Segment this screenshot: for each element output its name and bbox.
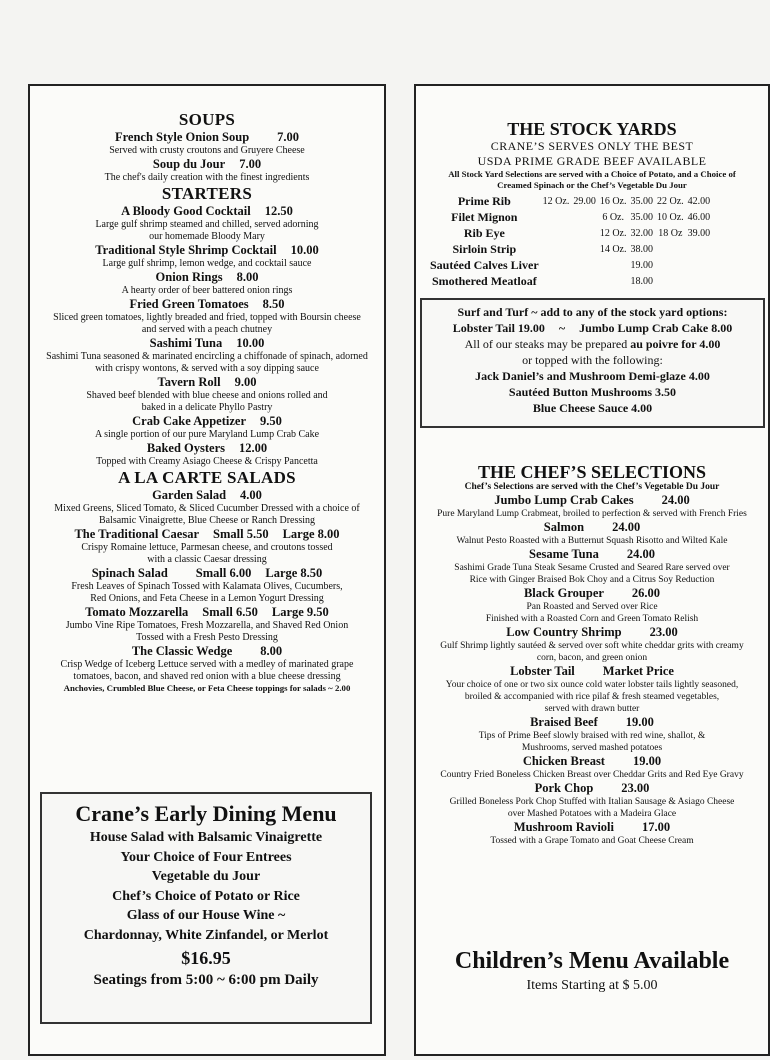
cut-cell	[543, 209, 574, 225]
stock-yards-tagline: USDA PRIME GRADE BEEF AVAILABLE	[477, 154, 707, 168]
menu-item-desc: Shaved beef blended with blue cheese and onions rolled and	[86, 390, 328, 401]
chef-item: Salmon 24.00	[543, 520, 641, 534]
early-dining-price: $16.95	[181, 948, 231, 968]
cut-name: Prime Rib	[457, 193, 511, 208]
menu-item: The Traditional Caesar Small 5.50 Large 8.00	[74, 527, 340, 541]
cut-cell	[573, 273, 600, 289]
cut-cell: 16 Oz.	[599, 195, 627, 207]
menu-item-desc: Topped with Creamy Asiago Cheese & Crispy Pancetta	[96, 456, 318, 467]
early-dining-line: Chardonnay, White Zinfandel, or Merlot	[83, 927, 329, 943]
chef-item: Sesame Tuna 24.00	[529, 547, 655, 561]
menu-item: Spinach Salad Small 6.00 Large 8.50	[91, 566, 323, 580]
cut-cell	[573, 209, 600, 225]
stock-yards-note: All Stock Yard Selections are served with a Choice of Potato, and a Choice of	[448, 169, 736, 179]
cut-cell: 42.00	[687, 195, 711, 207]
childrens-menu	[416, 946, 768, 996]
chef-item: Low Country Shrimp 23.00	[506, 625, 678, 639]
chef-item-desc: Grilled Boneless Pork Chop Stuffed with Italian Sausage & Asiago Cheese	[449, 797, 735, 807]
chefs-selections-section	[416, 462, 768, 847]
early-dining-line: Glass of our House Wine ~	[126, 908, 286, 923]
surf-intro: Surf and Turf ~ add to any of the stock yard options:	[457, 305, 728, 319]
menu-item-desc: with crispy wontons, & served with a soy dipping sauce	[95, 363, 319, 374]
surf-addons: Lobster Tail 19.00 ~ Jumbo Lump Crab Cake 8.00	[452, 321, 733, 335]
cut-cell	[657, 273, 688, 289]
menu-item-desc: The chef's daily creation with the finest ingredients	[104, 172, 310, 183]
childrens-menu-sub: Items Starting at $ 5.00	[526, 978, 658, 993]
chef-item-desc: corn, bacon, and green onion	[536, 653, 648, 663]
cut-cell	[543, 241, 574, 257]
early-dining-title: Crane’s Early Dining Menu	[75, 801, 337, 826]
menu-item-desc: Sashimi Tuna seasoned & marinated encircling a chiffonade of spinach, adorned	[46, 351, 368, 362]
chef-item-desc: Mushrooms, served mashed potatoes	[521, 743, 663, 753]
cut-cell: 38.00	[630, 243, 653, 255]
menu-item-desc: Balsamic Vinaigrette, Blue Cheese or Ranch Dressing	[98, 515, 316, 526]
menu-item: A Bloody Good Cocktail 12.50	[121, 204, 293, 218]
cut-cell	[573, 225, 600, 241]
cut-cell: 35.00	[630, 195, 653, 207]
au-poivre-line: All of our steaks may be prepared au poivre for 4.00	[464, 337, 721, 351]
chef-item: Lobster Tail Market Price	[510, 664, 674, 678]
cut-name: Smothered Meatloaf	[431, 273, 537, 288]
chef-item: Mushroom Ravioli 17.00	[513, 820, 671, 834]
menu-item: Onion Rings 8.00	[155, 270, 259, 284]
cut-cell: 12 Oz.	[542, 195, 570, 207]
menu-item: Tavern Roll 9.00	[157, 375, 257, 389]
stock-yards-note: Creamed Spinach or the Chef’s Vegetable Du Jour	[497, 180, 687, 190]
topping-item: Blue Cheese Sauce 4.00	[532, 401, 653, 415]
chef-item-desc: Walnut Pesto Roasted with a Butternut Squash Risotto and Wilted Kale	[456, 536, 728, 546]
cut-cell: 32.00	[630, 227, 653, 239]
menu-item-desc: Large gulf shrimp, lemon wedge, and cocktail sauce	[102, 258, 312, 269]
stock-yards-section	[416, 119, 768, 289]
left-menu-panel	[28, 84, 386, 1056]
cut-cell: 10 Oz.	[657, 211, 684, 223]
menu-item-desc: Tossed with a Fresh Pesto Dressing	[136, 632, 278, 643]
menu-item: The Classic Wedge 8.00	[131, 644, 283, 658]
cut-cell	[573, 257, 600, 273]
cut-cell: 6 Oz.	[602, 211, 624, 223]
chefs-selections-note: Chef’s Selections are served with the Chef’s Vegetable Du Jour	[464, 482, 720, 492]
chef-item-desc: Sashimi Grade Tuna Steak Sesame Crusted and Seared Rare served over	[454, 563, 730, 573]
cut-cell	[573, 241, 600, 257]
menu-item: Crab Cake Appetizer 9.50	[132, 414, 282, 428]
cut-cell	[657, 241, 688, 257]
chefs-selections-title: THE CHEF’S SELECTIONS	[477, 462, 707, 482]
cut-cell	[543, 225, 574, 241]
cut-cell: 35.00	[630, 211, 653, 223]
menu-item-desc: Sliced green tomatoes, lightly breaded and fried, topped with Boursin cheese	[53, 312, 361, 323]
menu-item-desc: Mixed Greens, Sliced Tomato, & Sliced Cucumber Dressed with a choice of	[54, 503, 360, 514]
cut-cell	[543, 257, 574, 273]
menu-item-desc: Fresh Leaves of Spinach Tossed with Kalamata Olives, Cucumbers,	[71, 581, 343, 592]
menu-item: Fried Green Tomatoes 8.50	[129, 297, 285, 311]
menu-item: Traditional Style Shrimp Cocktail 10.00	[95, 243, 319, 257]
right-menu-panel	[414, 84, 770, 1056]
chef-item-desc: Country Fried Boneless Chicken Breast over Cheddar Grits and Red Eye Gravy	[440, 770, 744, 780]
cut-cell: 29.00	[573, 195, 596, 207]
menu-item: Soup du Jour 7.00	[152, 157, 262, 171]
stock-yard-row	[430, 273, 714, 289]
early-dining-seatings: Seatings from 5:00 ~ 6:00 pm Daily	[93, 972, 319, 988]
menu-item-desc: and served with a peach chutney	[141, 324, 273, 335]
cut-cell: 22 Oz.	[657, 195, 684, 207]
cut-cell	[657, 257, 688, 273]
cut-cell: 12 Oz.	[599, 227, 627, 239]
menu-item-desc: Large gulf shrimp steamed and chilled, served adorning	[95, 219, 319, 230]
menu-item-desc: baked in a delicate Phyllo Pastry	[141, 402, 273, 413]
cut-cell	[600, 273, 631, 289]
chef-item-desc: over Mashed Potatoes with a Madeira Glace	[507, 809, 677, 819]
chef-item: Pork Chop 23.00	[534, 781, 650, 795]
cut-cell	[600, 257, 631, 273]
menu-item-desc: Jumbo Vine Ripe Tomatoes, Fresh Mozzarella, and Shaved Red Onion	[65, 620, 349, 631]
cut-cell: 39.00	[687, 227, 711, 239]
early-dining-line: Chef’s Choice of Potato or Rice	[112, 888, 300, 904]
chef-item-desc: Gulf Shrimp lightly sautéed & served over soft white cheddar grits with creamy	[440, 641, 744, 651]
cut-cell: 19.00	[630, 259, 653, 271]
stock-yard-row	[430, 241, 714, 257]
stock-yard-row	[430, 209, 714, 225]
cut-name: Filet Mignon	[451, 209, 518, 224]
chef-item: Jumbo Lump Crab Cakes 24.00	[494, 493, 690, 507]
early-dining-line: Vegetable du Jour	[151, 869, 261, 884]
menu-item-desc: A single portion of our pure Maryland Lump Crab Cake	[94, 429, 320, 440]
menu-item-desc: Crisp Wedge of Iceberg Lettuce served with a medley of marinated grape	[60, 659, 354, 670]
cut-name: Sirloin Strip	[452, 241, 517, 256]
cut-name: Sautéed Calves Liver	[430, 257, 539, 272]
childrens-menu-title: Children’s Menu Available	[454, 948, 730, 974]
menu-item: Baked Oysters 12.00	[146, 441, 268, 455]
cut-cell: 46.00	[687, 211, 711, 223]
menu-item-desc: with a classic Caesar dressing	[147, 554, 267, 565]
stock-yard-row	[430, 225, 714, 241]
early-dining-line: House Salad with Balsamic Vinaigrette	[89, 830, 323, 845]
chef-item-desc: Pure Maryland Lump Crabmeat, broiled to perfection & served with French Fries	[437, 509, 747, 519]
menu-item-desc: Crispy Romaine lettuce, Parmesan cheese, and croutons tossed	[81, 542, 333, 553]
menu-item-desc: tomatoes, bacon, and shaved red onion with a blue cheese dressing	[73, 671, 341, 682]
stock-yards-title: THE STOCK YARDS	[507, 119, 677, 139]
soups-heading: SOUPS	[178, 110, 236, 129]
cut-cell: 18 Oz	[658, 227, 683, 239]
salad-toppings-note: Anchovies, Crumbled Blue Cheese, or Feta Cheese toppings for salads ~ 2.00	[63, 683, 351, 693]
topping-item: Sautéed Button Mushrooms 3.50	[508, 385, 677, 399]
topping-item: Jack Daniel’s and Mushroom Demi-glaze 4.00	[475, 369, 710, 383]
stock-yard-row	[430, 193, 714, 209]
menu-item-desc: Served with crusty croutons and Gruyere Cheese	[109, 145, 305, 156]
cut-cell	[543, 273, 574, 289]
chef-item: Black Grouper 26.00	[523, 586, 661, 600]
topped-line: or topped with the following:	[522, 353, 663, 367]
menu-item: Sashimi Tuna 10.00	[149, 336, 265, 350]
starters-heading: STARTERS	[161, 184, 253, 203]
stock-yards-tagline: CRANE’S SERVES ONLY THE BEST	[490, 139, 694, 153]
cut-name: Rib Eye	[463, 225, 505, 240]
chef-item-desc: Finished with a Roasted Corn and Green Tomato Relish	[485, 614, 699, 624]
stock-yards-table	[430, 193, 714, 289]
early-dining-line: Your Choice of Four Entrees	[120, 849, 292, 865]
menu-item: Tomato Mozzarella Small 6.50 Large 9.50	[85, 605, 329, 619]
early-dining-box	[40, 792, 372, 1024]
cut-cell: 18.00	[630, 275, 653, 287]
menu-item-desc: A hearty order of beer battered onion rings	[121, 285, 293, 296]
chef-item-desc: Rice with Ginger Braised Bok Choy and a Citrus Soy Reduction	[469, 575, 715, 585]
menu-item: Garden Salad 4.00	[152, 488, 262, 502]
chef-item-desc: broiled & accompanied with rice pilaf & fresh steamed vegetables,	[464, 692, 720, 702]
menu-item-desc: Red Onions, and Feta Cheese in a Lemon Yogurt Dressing	[90, 593, 324, 604]
chef-item-desc: Your choice of one or two six ounce cold water lobster tails lightly seasoned,	[445, 680, 739, 690]
chef-item-desc: served with drawn butter	[544, 704, 640, 714]
stock-yard-row	[430, 257, 714, 273]
cut-cell	[688, 241, 715, 257]
cut-cell: 14 Oz.	[599, 243, 627, 255]
menu-item-desc: our homemade Bloody Mary	[149, 231, 265, 242]
cut-cell	[688, 257, 715, 273]
chef-item: Chicken Breast 19.00	[522, 754, 662, 768]
chef-item-desc: Pan Roasted and Served over Rice	[526, 602, 658, 612]
chef-item-desc: Tossed with a Grape Tomato and Goat Cheese Cream	[490, 836, 694, 846]
salads-heading: A LA CARTE SALADS	[118, 468, 296, 487]
surf-and-turf-box	[420, 298, 765, 428]
chef-item-desc: Tips of Prime Beef slowly braised with red wine, shallot, &	[478, 731, 706, 741]
menu-item: French Style Onion Soup 7.00	[114, 130, 300, 144]
chef-item: Braised Beef 19.00	[530, 715, 654, 729]
cut-cell	[688, 273, 715, 289]
chefs-selections-list	[416, 493, 768, 847]
left-menu-content	[30, 110, 384, 694]
